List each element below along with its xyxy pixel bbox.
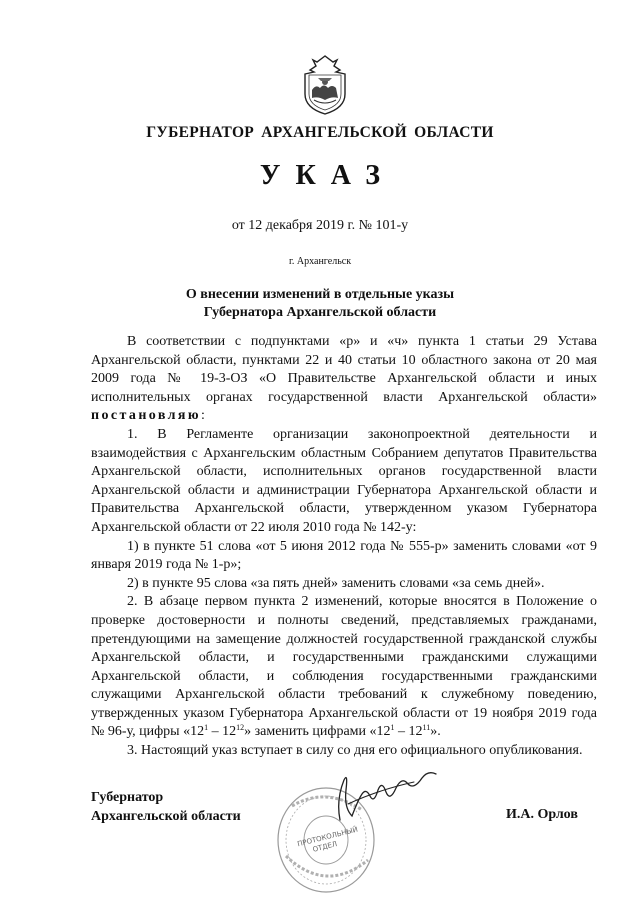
signer-name: И.А. Орлов <box>506 807 578 822</box>
stamp-text: ПРОТОКОЛЬНЫЙ ОТДЕЛ <box>296 825 359 854</box>
superscript: 1 <box>390 723 395 733</box>
item-2-text: ». <box>430 724 441 740</box>
date-and-number: от 12 декабря 2019 г. № 101-у <box>231 218 409 233</box>
issuer-title: ГУБЕРНАТОР АРХАНГЕЛЬСКОЙ ОБЛАСТИ <box>146 124 494 141</box>
coat-of-arms-emblem <box>296 52 354 116</box>
document-type-title: УКАЗ <box>259 160 396 191</box>
preamble-text: В соответствии с подпунктами «р» и «ч» пункта 1 статьи 29 Устава Архангельской области, пунктами 22 и 40 статьи 10 областного закона от 20 мая 2009 года № 19-3-ОЗ «О Правительстве Архангельской области и иных исполнительных органах государственной власти Архангельской области» <box>91 334 597 405</box>
signer-position-line-1: Губернатор <box>91 790 164 805</box>
item-1-paragraph: 1. В Регламенте организации законопроектной деятельности и взаимодействия с Архангельским областным Собранием депутатов Правительства Архангельской области, исполнительных органов государственной власти Архангельской области и администрации Губернатора Архангельской области и Правительства Архангельской области, утвержденном указом Губернатора Архангельской области от 22 июля 2010 года № 142-у: <box>91 426 597 535</box>
place-of-issue: г. Архангельск <box>288 256 352 267</box>
decree-subject <box>0 286 640 322</box>
decree-word: постановляю <box>91 408 201 424</box>
item-2-text: – 12 <box>208 724 237 740</box>
superscript: 12 <box>236 723 245 733</box>
signer-position <box>91 788 241 826</box>
item-3-paragraph: 3. Настоящий указ вступает в силу со дня его официального опубликования. <box>127 743 583 759</box>
handwritten-signature <box>318 760 448 830</box>
decree-body <box>91 333 597 761</box>
item-2-paragraph <box>91 593 597 742</box>
item-2-text: 2. В абзаце первом пункта 2 изменений, которые вносятся в Положение о проверке достоверности и полноты сведений, представляемых гражданами, претендующими на замещение должностей государственной гражданской службы Архангельской области, и государственными гражданскими служащими Архангельской области, и соблюдения государственными гражданскими служащими Архангельской области требований к служебному поведению, утвержденных указом Губернатора Архангельской области от 19 ноября 2019 года № 96-у, цифры «12 <box>91 594 597 740</box>
item-1-1-paragraph: 1) в пункте 51 слова «от 5 июня 2012 года № 555-р» заменить словами «от 9 января 2019 года № 1-р»; <box>91 538 597 573</box>
superscript: 1 <box>204 723 209 733</box>
preamble-paragraph: В соответствии с подпунктами «р» и «ч» пункта 1 статьи 29 Устава Архангельской области, пунктами 22 и 40 статьи 10 областного закона от 20 мая 2009 года № 19-3-ОЗ «О Правительстве Архангельской области и иных исполнительных органах государственной власти Архангельской области» постановляю: <box>91 334 597 424</box>
item-2-text: » заменить цифрами «12 <box>244 724 391 740</box>
subject-line-2: Губернатора Архангельской области <box>203 305 437 320</box>
subject-line-1: О внесении изменений в отдельные указы <box>185 287 455 302</box>
signer-position-line-2: Архангельской области <box>91 809 241 824</box>
item-2-text: – 12 <box>394 724 423 740</box>
item-1-2-paragraph: 2) в пункте 95 слова «за пять дней» заменить словами «за семь дней». <box>127 575 545 591</box>
superscript: 11 <box>422 723 431 733</box>
